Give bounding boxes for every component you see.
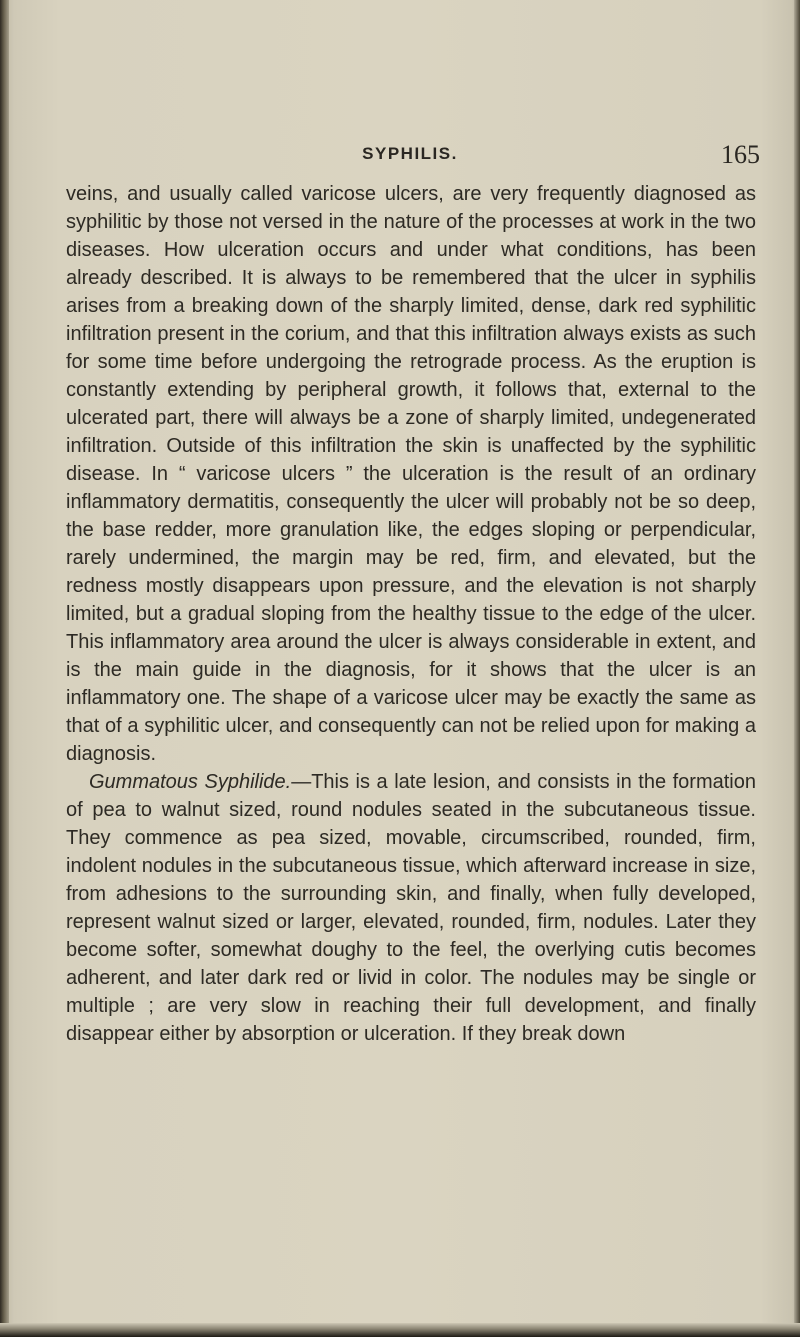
book-binding-left-edge	[0, 0, 9, 1337]
page-bottom-edge	[0, 1323, 800, 1337]
section-heading: Gummatous Syphilide.	[89, 771, 292, 793]
paragraph	[66, 768, 756, 1048]
book-binding-right-edge	[794, 0, 800, 1337]
paragraph: veins, and usually called varicose ulcers, are very frequently diagnosed as syphilitic by those not versed in the nature of the processes at work in the two diseases. How ulceration occurs and under what conditions, has been already described. It is always to be remembered that the ulcer in syphilis arises from a breaking down of the sharply limited, dense, dark red syphilitic infiltration present in the corium, and that this infiltration always exists as such for some time before undergoing the retrograde process. As the eruption is constantly extending by peripheral growth, it follows that, external to the ulcerated part, there will always be a zone of sharply limited, undegenerated infiltration. Outside of this infiltration the skin is unaffected by the syphilitic disease. In “ varicose ulcers ” the ulceration is the result of an ordinary inflammatory dermatitis, consequently the ulcer will probably not be so deep, the base redder, more granulation like, the edges sloping or perpendicular, rarely undermined, the margin may be red, firm, and elevated, but the redness mostly disappears upon pressure, and the elevation is not sharply limited, but a gradual sloping from the healthy tissue to the edge of the ulcer. This inflammatory area around the ulcer is always considerable in extent, and is the main guide in the diagnosis, for it shows that the ulcer is an inflammatory one. The shape of a varicose ulcer may be exactly the same as that of a syphilitic ulcer, and consequently can not be relied upon for making a diagnosis.	[66, 183, 756, 765]
page-number: 165	[721, 140, 760, 169]
page-header	[60, 140, 760, 180]
running-head: SYPHILIS.	[362, 144, 458, 163]
paragraph-text: —This is a late lesion, and consists in the formation of pea to walnut sized, round nodules seated in the subcutaneous tissue. They commence as pea sized, movable, circumscribed, rounded, firm, indolent nodules in the subcutaneous tissue, which afterward increase in size, from adhesions to the surrounding skin, and finally, when fully developed, represent walnut sized or larger, elevated, rounded, firm, nodules. Later they become softer, somewhat doughy to the feel, the overlying cutis becomes adherent, and later dark red or livid in color. The nodules may be single or multiple ; are very slow in reaching their full development, and finally disappear either by absorption or ulceration. If they break down	[66, 771, 756, 1045]
body-text	[66, 180, 756, 1048]
